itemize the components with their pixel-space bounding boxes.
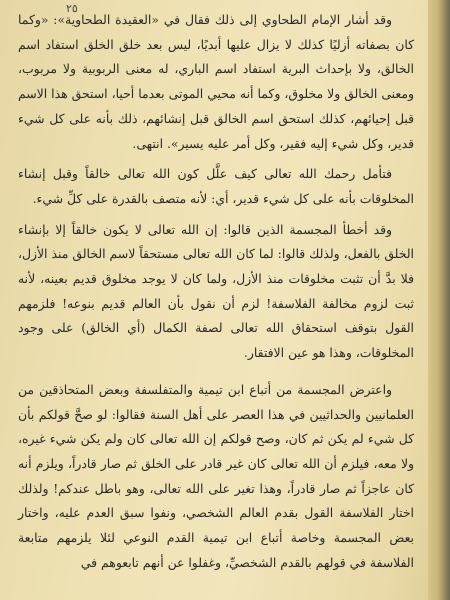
paragraph-mujassima-error: وقد أخطأ المجسمة الذين قالوا: إن الله تعالى لا يكون خالقاً إلا بإنشاء الخلق بالفعل، ولذلك قالوا: لما كان الله تعالى مستحقاً لاسم الخالق منذ الأزل، فلا بدَّ أن تثبت مخلوقات منذ الأزل، ولما كان لا يوجد مخلوق قديم بعينه، لأنه ثبت لزوم مخالفة الفلاسفة! لزم أن نقول بأن العالم قديم بنوعه! فلزمهم القول بتوقف استحقاق الله تعالى لصفة الكمال (أي الخالق) على وجود المخلوقات، وهذا هو عين الافتقار. — [18, 221, 414, 361]
paragraph-reflection: فتأمل رحمك الله تعالى كيف علَّل كون الله تعالى خالقاً وقبل إنشاء المخلوقات بأنه على كل شيء قدير، أي: لأنه متصف بالقدرة على كلِّ شيء. — [18, 166, 414, 206]
paragraph-gap — [18, 366, 414, 378]
page-edge — [428, 0, 450, 600]
page-body-text — [18, 8, 414, 575]
paragraph-tahawi-quote: وقد أشار الإمام الطحاوي إلى ذلك فقال في «العقيدة الطحاوية»: «وكما كان بصفاته أزليًا كذلك لا يزال عليها أبديًا، ليس بعد خلق الخلق استفاد اسم الخالق، ولا بإحداث البرية استفاد اسم الباري، له معنى الربوبية ولا مربوب، ومعنى الخالق ولا مخلوق، وكما أنه محيي الموتى بعدما أحيا، استحق هذا الاسم قبل إحيائهم، كذلك استحق اسم الخالق قبل إنشائهم، ذلك بأنه على كل شيء قدير، وكل شيء إليه فقير، وكل أمر عليه يسير». انتهى. — [18, 12, 414, 151]
paragraph-objection: واعترض المجسمة من أتباع ابن تيمية والمتفلسفة وبعض المتحاذقين من العلمانيين والحداثيين في هذا العصر على أهل السنة فقالوا: لو صحَّ قولكم بأن كل شيء لم يكن ثم كان، وصح قولكم إن الله تعالى كان ولم يكن شيء غيره، ولا معه، فيلزم أن الله تعالى كان غير قادر على الخلق ثم صار قادراً، ويلزم أنه كان عاجزاً ثم صار قادراً، وهذا تغير على الله تعالى، وهو باطل عندكم! ولذلك اختار الفلاسفة القول بقدم العالم الشخصي، ونفوا سبق العدم عليه، واختار بعض المجسمة وخاصة أتباع ابن تيمية القدم النوعي لئلا يلزمهم متابعة الفلاسفة في قولهم بالقدم الشخصيِّ، وغفلوا عن أنهم تابعوهم في — [18, 381, 414, 570]
page-number: ٢٥ — [66, 2, 78, 15]
